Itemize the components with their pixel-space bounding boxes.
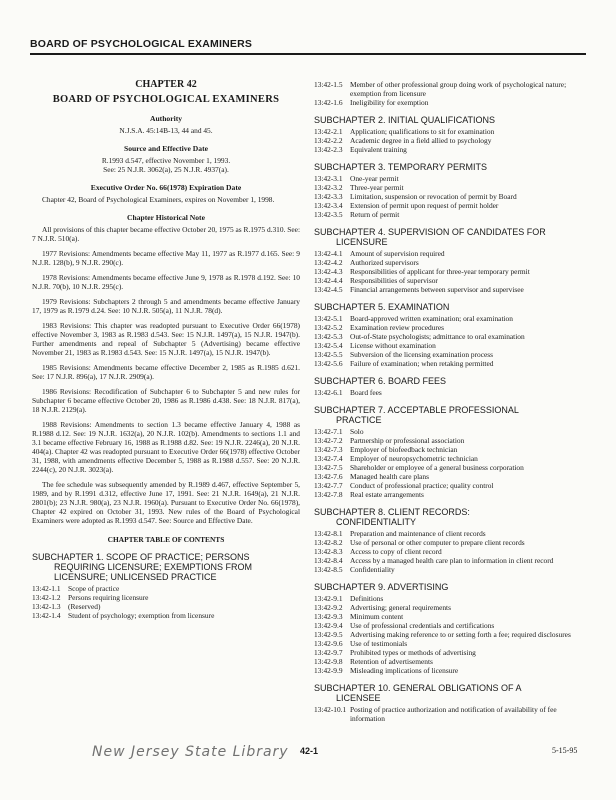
section-title: Shareholder or employee of a general business corporation	[350, 463, 524, 472]
toc-entry	[314, 481, 588, 490]
header-rule	[30, 53, 586, 55]
subchapter-heading-line: LICENSURE; UNLICENSED PRACTICE	[54, 572, 217, 582]
section-title: Scope of practice	[68, 584, 120, 593]
section-title: Posting of practice authorization and notification of availability of fee information	[350, 705, 557, 723]
section-title: Minimum content	[350, 612, 404, 621]
toc-list	[314, 249, 588, 294]
source-heading: Source and Effective Date	[123, 144, 208, 153]
subchapter-heading-line: SUBCHAPTER 7. ACCEPTABLE PROFESSIONAL	[314, 405, 519, 415]
right-column	[314, 80, 588, 723]
subchapter-heading-line: PRACTICE	[336, 415, 382, 425]
subchapter-heading-line: SUBCHAPTER 5. EXAMINATION	[314, 302, 450, 312]
section-title: Ineligibility for exemption	[350, 98, 429, 107]
toc-entry	[314, 621, 588, 630]
section-title: Responsibilities of supervisor	[350, 276, 438, 285]
toc-subchapters	[314, 115, 588, 723]
toc-list	[314, 529, 588, 574]
section-number: 13:42-2.1	[314, 127, 343, 136]
toc-entry	[314, 547, 588, 556]
toc-entry	[314, 249, 588, 258]
exec-order-text: Chapter 42, Board of Psychological Examiners, expires on November 1, 1998.	[42, 195, 275, 204]
section-number: 13:42-9.7	[314, 648, 343, 657]
subchapter-heading	[314, 683, 588, 703]
toc-entry	[314, 538, 588, 547]
exec-order-heading: Executive Order No. 66(1978) Expiration Date	[90, 183, 242, 192]
toc-entry	[314, 556, 588, 565]
history-heading: Chapter Historical Note	[127, 213, 205, 222]
toc-entry	[314, 350, 588, 359]
toc-entry	[314, 174, 588, 183]
toc-entry	[314, 285, 588, 294]
toc-entry	[314, 529, 588, 538]
section-title: Board fees	[350, 388, 382, 397]
section-title: Failure of examination; when retaking permitted	[350, 359, 494, 368]
subchapter-heading-line: SUBCHAPTER 1. SCOPE OF PRACTICE; PERSONS	[32, 552, 250, 562]
toc-list	[314, 127, 588, 154]
toc-entry	[314, 98, 588, 107]
subchapter-heading	[32, 552, 300, 582]
toc-entry	[314, 183, 588, 192]
section-number: 13:42-5.6	[314, 359, 343, 368]
authority-text: N.J.S.A. 45:14B-13, 44 and 45.	[119, 126, 213, 135]
toc-entry	[314, 276, 588, 285]
chapter-title: BOARD OF PSYCHOLOGICAL EXAMINERS	[52, 94, 280, 105]
toc-entry	[314, 463, 588, 472]
subchapter-heading-line: SUBCHAPTER 8. CLIENT RECORDS:	[314, 507, 470, 517]
section-number: 13:42-7.3	[314, 445, 343, 454]
history-notes	[32, 225, 300, 525]
source-line: See: 25 N.J.R. 3062(a), 25 N.J.R. 4937(a).	[103, 165, 229, 174]
section-number: 13:42-8.5	[314, 565, 343, 574]
section-title: Board-approved written examination; oral examination	[350, 314, 513, 323]
toc-entry	[314, 267, 588, 276]
section-title: One-year permit	[350, 174, 399, 183]
subchapter-heading-line: LICENSEE	[336, 693, 381, 703]
section-title: Definitions	[350, 594, 384, 603]
subchapter-heading-line: SUBCHAPTER 10. GENERAL OBLIGATIONS OF A	[314, 683, 522, 693]
section-title: Financial arrangements between supervisor and supervisee	[350, 285, 524, 294]
section-title: Prohibited types or methods of advertising	[350, 648, 476, 657]
history-paragraph: 1985 Revisions: Amendments became effective December 2, 1985 as R.1985 d.621. See: 17 N.J.R. 896(a), 17 N.J.R. 2909(a).	[32, 363, 300, 381]
section-number: 13:42-1.3	[32, 602, 61, 611]
toc-entry	[32, 611, 300, 620]
subchapter-heading	[314, 302, 588, 312]
chapter-number: CHAPTER 42	[135, 79, 197, 90]
section-title: Use of testimonials	[350, 639, 408, 648]
section-number: 13:42-4.2	[314, 258, 343, 267]
section-number: 13:42-4.3	[314, 267, 343, 276]
section-number: 13:42-8.4	[314, 556, 343, 565]
history-paragraph: 1983 Revisions: This chapter was readopted pursuant to Executive Order 66(1978) effective November 3, 1983 as R.1983 d.543. See: 15 N.J.R. 1497(a), 15 N.J.R. 1947(b). Further amendments and repeal of Subchapter 5 (Advertising) became effective November 21, 1983 as R.1983 d.543. See: 15 N.J.R. 1497(a), 15 N.J.R. 1947(b).	[32, 321, 300, 357]
section-title: Misleading implications of licensure	[350, 666, 459, 675]
section-number: 13:42-9.9	[314, 666, 343, 675]
toc-entry	[314, 332, 588, 341]
subchapter-heading-line: SUBCHAPTER 6. BOARD FEES	[314, 376, 447, 386]
section-number: 13:42-7.5	[314, 463, 343, 472]
history-paragraph: 1988 Revisions: Amendments to section 1.3 became effective January 4, 1988 as R.1988 d.12. See: 19 N.J.R. 1632(a), 20 N.J.R. 102(b). Amendments to sections 1.1 and 3.1 became effective February 16, 1988 as R.1988 d.82. See: 19 N.J.R. 2246(a), 20 N.J.R. 404(a). Chapter 42 was readopted pursuant to Executive Order 66(1978) effective October 31, 1988, with amendments effective December 5, 1988 as R.1988 d.557. See: 20 N.J.R. 2244(c), 20 N.J.R. 3023(a).	[32, 420, 300, 474]
section-number: 13:42-1.1	[32, 584, 61, 593]
toc-entry	[314, 445, 588, 454]
subchapter-heading	[314, 376, 588, 386]
section-title: Academic degree in a field allied to psychology	[350, 136, 492, 145]
section-number: 13:42-6.1	[314, 388, 343, 397]
toc-entry	[314, 145, 588, 154]
authority-heading: Authority	[149, 114, 183, 123]
section-number: 13:42-5.5	[314, 350, 343, 359]
section-title: Limitation, suspension or revocation of permit by Board	[350, 192, 517, 201]
section-number: 13:42-3.5	[314, 210, 343, 219]
toc-list	[314, 80, 588, 107]
toc-entry	[314, 192, 588, 201]
section-number: 13:42-5.4	[314, 341, 343, 350]
toc-entry	[314, 612, 588, 621]
section-title: License without examination	[350, 341, 436, 350]
section-title: Employer of neuropsychometric technician	[350, 454, 478, 463]
section-title: Preparation and maintenance of client records	[350, 529, 486, 538]
subchapter-heading-line: REQUIRING LICENSURE; EXEMPTIONS FROM	[54, 562, 253, 572]
section-title: Managed health care plans	[350, 472, 430, 481]
section-title: Real estate arrangements	[350, 490, 424, 499]
subchapter-heading-line: SUBCHAPTER 3. TEMPORARY PERMITS	[314, 162, 488, 172]
toc-entry	[314, 359, 588, 368]
history-paragraph: The fee schedule was subsequently amended by R.1989 d.467, effective September 5, 1989, and by R.1991 d.312, effective June 17, 1991. See: 21 N.J.R. 1649(a), 21 N.J.R. 2801(b); 23 N.J.R. 980(a), 23 N.J.R. 1960(a). Pursuant to Executive Order No. 66(1978), Chapter 42 expired on October 31, 1993. New rules of the Board of Psychological Examiners were adopted as R.1993 d.547. See: Source and Effective Date.	[32, 480, 300, 525]
page-number: 42-1	[300, 746, 319, 756]
section-number: 13:42-8.1	[314, 529, 343, 538]
toc-entry	[314, 565, 588, 574]
library-stamp: New Jersey State Library	[92, 744, 289, 760]
section-title: Advertising making reference to or setting forth a fee; required disclosures	[350, 630, 571, 639]
section-title: Examination review procedures	[350, 323, 444, 332]
section-number: 13:42-7.6	[314, 472, 343, 481]
section-number: 13:42-8.3	[314, 547, 343, 556]
section-number: 13:42-7.2	[314, 436, 343, 445]
section-title: Three-year permit	[350, 183, 404, 192]
section-title: Return of permit	[350, 210, 400, 219]
history-paragraph: 1986 Revisions: Recodification of Subchapter 6 to Subchapter 5 and new rules for Subchapter 6 became effective October 20, 1986 as R.1986 d.438. See: 18 N.J.R. 817(a), 18 N.J.R. 2129(a).	[32, 387, 300, 414]
toc-entry	[314, 630, 588, 639]
section-title: Persons requiring licensure	[68, 593, 149, 602]
section-number: 13:42-2.3	[314, 145, 343, 154]
left-column	[32, 80, 300, 620]
section-title: Solo	[350, 427, 364, 436]
section-number: 13:42-7.1	[314, 427, 343, 436]
toc-entry	[314, 136, 588, 145]
subchapter-heading	[314, 507, 588, 527]
section-number: 13:42-8.2	[314, 538, 343, 547]
section-title: (Reserved)	[68, 602, 101, 611]
toc-entry	[314, 705, 588, 723]
toc-entry	[314, 427, 588, 436]
toc-entry	[314, 341, 588, 350]
section-number: 13:42-7.8	[314, 490, 343, 499]
revision-date: 5-15-95	[552, 746, 578, 755]
section-title: Access to copy of client record	[350, 547, 442, 556]
history-paragraph: All provisions of this chapter became effective October 20, 1975 as R.1975 d.310. See: 7 N.J.R. 510(a).	[32, 225, 300, 243]
section-title: Partnership or professional association	[350, 436, 465, 445]
section-number: 13:42-3.3	[314, 192, 343, 201]
toc-list	[314, 174, 588, 219]
section-title: Use of professional credentials and certifications	[350, 621, 495, 630]
subchapter-heading-line: SUBCHAPTER 2. INITIAL QUALIFICATIONS	[314, 115, 496, 125]
section-title: Advertising; general requirements	[350, 603, 451, 612]
section-number: 13:42-5.1	[314, 314, 343, 323]
running-header: BOARD OF PSYCHOLOGICAL EXAMINERS	[30, 38, 253, 50]
toc-entry	[314, 603, 588, 612]
section-title: Extension of permit upon request of permit holder	[350, 201, 499, 210]
subchapter-heading-line: CONFIDENTIALITY	[336, 517, 417, 527]
toc-entry	[314, 639, 588, 648]
section-title: Authorized supervisors	[350, 258, 419, 267]
toc-list	[314, 594, 588, 675]
toc-list	[314, 705, 588, 723]
section-number: 13:42-3.4	[314, 201, 343, 210]
section-title: Confidentiality	[350, 565, 395, 574]
section-title: Use of personal or other computer to prepare client records	[350, 538, 525, 547]
toc-entry	[314, 127, 588, 136]
section-title: Responsibilities of applicant for three-year temporary permit	[350, 267, 530, 276]
section-number: 13:42-1.4	[32, 611, 61, 620]
toc-title: CHAPTER TABLE OF CONTENTS	[107, 535, 225, 544]
history-paragraph: 1978 Revisions: Amendments became effective June 9, 1978 as R.1978 d.192. See: 10 N.J.R. 70(b), 10 N.J.R. 295(c).	[32, 273, 300, 291]
section-title: Access by a managed health care plan to information in client record	[350, 556, 554, 565]
toc-entry	[314, 436, 588, 445]
toc-entry	[314, 666, 588, 675]
section-title: Retention of advertisements	[350, 657, 433, 666]
section-number: 13:42-5.3	[314, 332, 343, 341]
toc-entry	[314, 80, 588, 98]
subchapter-heading	[314, 405, 588, 425]
toc-entry	[314, 657, 588, 666]
toc-list	[314, 388, 588, 397]
section-number: 13:42-5.2	[314, 323, 343, 332]
section-title: Equivalent training	[350, 145, 407, 154]
source-line: R.1993 d.547, effective November 1, 1993.	[101, 156, 231, 165]
toc-entry	[314, 314, 588, 323]
subchapter-heading	[314, 115, 588, 125]
section-title: Application; qualifications to sit for examination	[350, 127, 495, 136]
section-number: 13:42-9.6	[314, 639, 343, 648]
toc-entry	[314, 594, 588, 603]
toc-entry	[314, 201, 588, 210]
section-number: 13:42-4.4	[314, 276, 343, 285]
toc-entry	[314, 210, 588, 219]
subchapter-heading-line: LICENSURE	[336, 237, 388, 247]
section-title: Conduct of professional practice; quality control	[350, 481, 494, 490]
toc-list	[32, 584, 300, 620]
section-title: Member of other professional group doing work of psychological nature; exemption from licensure	[350, 80, 567, 98]
toc-list	[314, 427, 588, 499]
history-paragraph: 1977 Revisions: Amendments became effective May 11, 1977 as R.1977 d.165. See: 9 N.J.R. 128(b), 9 N.J.R. 290(c).	[32, 249, 300, 267]
subchapter-heading	[314, 162, 588, 172]
subchapter-heading	[314, 227, 588, 247]
section-number: 13:42-9.1	[314, 594, 343, 603]
section-number: 13:42-3.2	[314, 183, 343, 192]
section-number: 13:42-4.5	[314, 285, 343, 294]
section-number: 13:42-4.1	[314, 249, 343, 258]
toc-entry	[32, 602, 300, 611]
section-number: 13:42-9.8	[314, 657, 343, 666]
toc-entry	[314, 648, 588, 657]
toc-entry	[314, 323, 588, 332]
toc-list	[314, 314, 588, 368]
section-number: 13:42-9.5	[314, 630, 343, 639]
toc-entry	[314, 258, 588, 267]
toc-entry	[314, 490, 588, 499]
history-paragraph: 1979 Revisions: Subchapters 2 through 5 and amendments became effective January 17, 1979 as R.1979 d.24. See: 10 N.J.R. 505(a), 11 N.J.R. 78(d).	[32, 297, 300, 315]
section-number: 13:42-1.5	[314, 80, 343, 89]
section-title: Student of psychology; exemption from licensure	[68, 611, 215, 620]
section-number: 13:42-9.2	[314, 603, 343, 612]
section-title: Out-of-State psychologists; admittance to oral examination	[350, 332, 525, 341]
section-title: Subversion of the licensing examination process	[350, 350, 494, 359]
section-number: 13:42-1.2	[32, 593, 61, 602]
section-number: 13:42-3.1	[314, 174, 343, 183]
section-title: Employer of biofeedback technician	[350, 445, 458, 454]
toc-entry	[314, 388, 588, 397]
toc-entry	[32, 593, 300, 602]
toc-entry	[314, 472, 588, 481]
subchapter-heading-line: SUBCHAPTER 4. SUPERVISION OF CANDIDATES FOR	[314, 227, 546, 237]
section-number: 13:42-7.4	[314, 454, 343, 463]
section-number: 13:42-1.6	[314, 98, 343, 107]
subchapter-heading	[314, 582, 588, 592]
section-number: 13:42-7.7	[314, 481, 343, 490]
toc-entry	[314, 454, 588, 463]
section-number: 13:42-2.2	[314, 136, 343, 145]
toc-entry	[32, 584, 300, 593]
section-number: 13:42-10.1	[314, 705, 347, 714]
subchapter-heading-line: SUBCHAPTER 9. ADVERTISING	[314, 582, 449, 592]
section-number: 13:42-9.3	[314, 612, 343, 621]
section-number: 13:42-9.4	[314, 621, 343, 630]
section-title: Amount of supervision required	[350, 249, 445, 258]
